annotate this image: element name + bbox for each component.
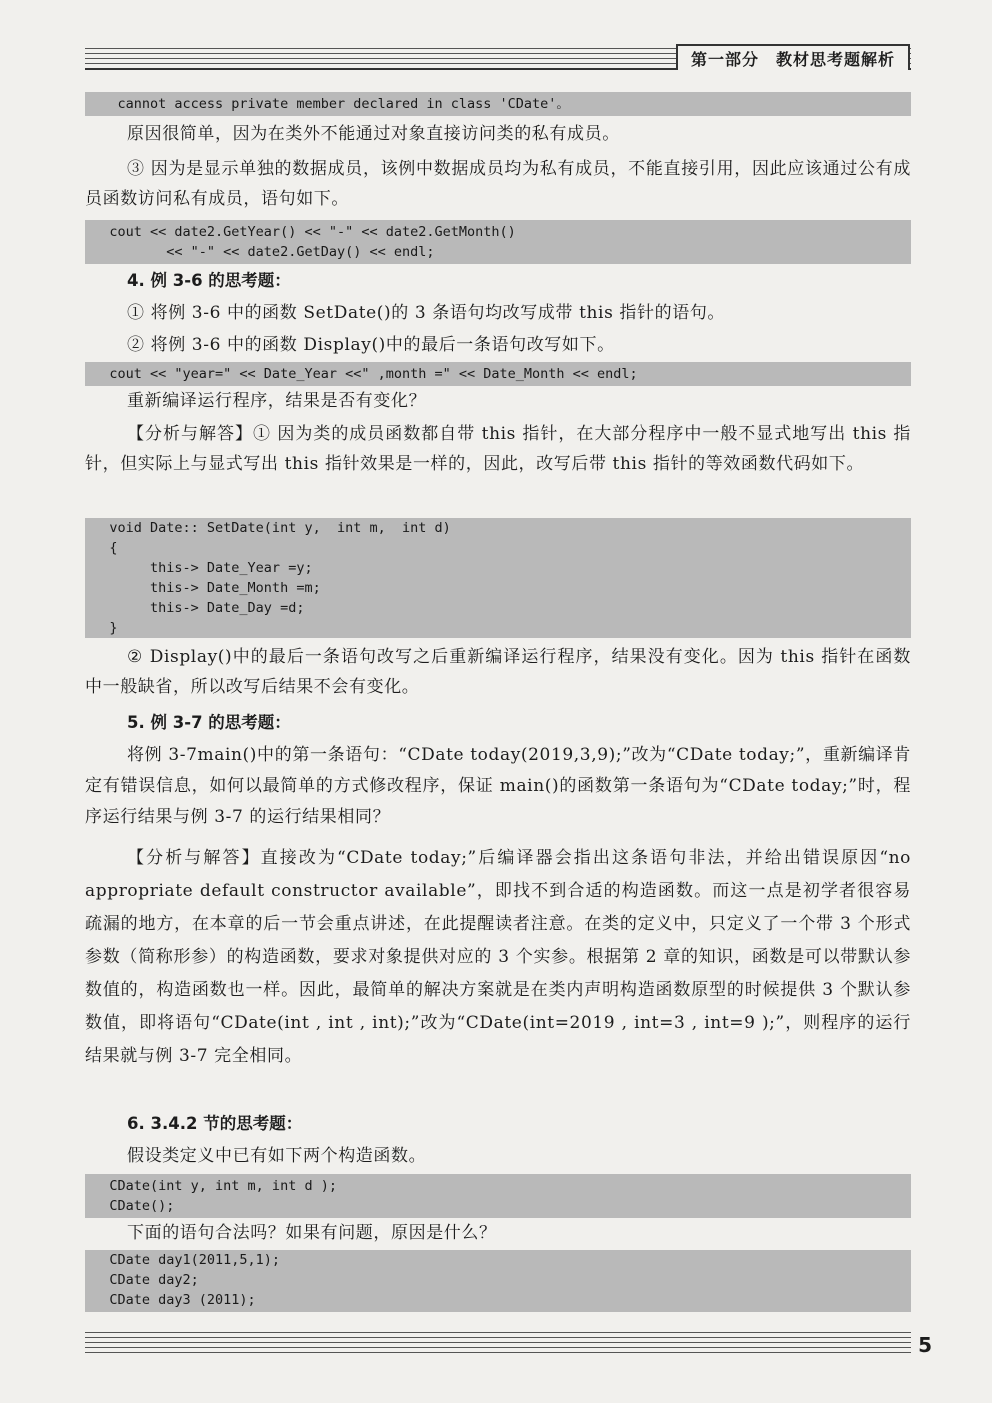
paragraph-2: ③ 因为是显示单独的数据成员，该例中数据成员均为私有成员，不能直接引用，因此应该通过公有成员函数访问私有成员，语句如下。 xyxy=(85,159,911,209)
code-block-3: cout << "year=" << Date_Year <<" ,month =" << Date_Month << endl; xyxy=(85,362,911,386)
footer-rule-3 xyxy=(85,1342,911,1343)
paragraph-5: 重新编译运行程序，结果是否有变化？ xyxy=(127,391,427,411)
paragraph-11: 下面的语句合法吗？如果有问题，原因是什么？ xyxy=(127,1223,497,1243)
paragraph-9: 【分析与解答】直接改为“CDate today;”后编译器会指出这条语句非法，并给出错误原因“no appropriate default constructor available”，即找不到合适的构造函数。而这一点是初学者很容易疏漏的地方，在本章的后一节会重点讲述，在此提醒读者注意。在类的定义中，只定义了一个带 3 个形式参数（简称形参）的构造函数，要求对象提供对应的 3 个实参。根据第 2 章的知识，函数是可以带默认参数值的，构造函数也一样。因此，最简单的解决方案就是在类内声明构造函数原型的时候提供 3 个默认参数值，即将语句“CDate(int , int , int);”改为“CDate(int=2019 , int=3 , int=9 );”，则程序的运行结果就与例 3-7 完全相同。 xyxy=(85,848,911,1066)
footer-rule-4 xyxy=(85,1347,911,1348)
footer-rule-2 xyxy=(85,1337,911,1338)
page-number: 5 xyxy=(918,1333,932,1357)
paragraph-1: 原因很简单，因为在类外不能通过对象直接访问类的私有成员。 xyxy=(127,124,620,144)
paragraph-10: 假设类定义中已有如下两个构造函数。 xyxy=(127,1146,427,1166)
code-block-2: cout << date2.GetYear() << "-" << date2.GetMonth() << "-" << date2.GetDay() << endl; xyxy=(85,220,911,264)
paragraph-3: ① 将例 3-6 中的函数 SetDate()的 3 条语句均改写成带 this 指针的语句。 xyxy=(127,303,726,323)
footer-rule-5 xyxy=(85,1352,911,1353)
paragraph-6: 【分析与解答】① 因为类的成员函数都自带 this 指针，在大部分程序中一般不显式地写出 this 指针，但实际上与显式写出 this 指针效果是一样的，因此，改写后带 this 指针的等效函数代码如下。 xyxy=(85,424,911,474)
heading-example-3-6: 4. 例 3-6 的思考题： xyxy=(127,271,291,290)
section-header: 第一部分 教材思考题解析 xyxy=(676,44,910,70)
heading-example-3-7: 5. 例 3-7 的思考题： xyxy=(127,713,291,732)
heading-section-3-4-2: 6. 3.4.2 节的思考题： xyxy=(127,1114,303,1133)
paragraph-8: 将例 3-7main()中的第一条语句：“CDate today(2019,3,9);”改为“CDate today;”，重新编译肯定有错误信息，如何以最简单的方式修改程序，保证 main()的函数第一条语句为“CDate today;”时，程序运行结果与例 3-7 的运行结果相同？ xyxy=(85,745,911,827)
code-block-6: CDate day1(2011,5,1); CDate day2; CDate day3 (2011); xyxy=(85,1250,911,1312)
paragraph-7: ② Display()中的最后一条语句改写之后重新编译运行程序，结果没有变化。因为 this 指针在函数中一般缺省，所以改写后结果不会有变化。 xyxy=(85,647,911,697)
footer-rule-1 xyxy=(85,1332,911,1333)
code-block-5: CDate(int y, int m, int d ); CDate(); xyxy=(85,1174,911,1218)
paragraph-4: ② 将例 3-6 中的函数 Display()中的最后一条语句改写如下。 xyxy=(127,335,615,355)
code-block-1: cannot access private member declared in class 'CDate'。 xyxy=(85,92,911,116)
code-block-4: void Date:: SetDate(int y, int m, int d) { this-> Date_Year =y; this-> Date_Month =m; this-> Date_Day =d; } xyxy=(85,518,911,638)
